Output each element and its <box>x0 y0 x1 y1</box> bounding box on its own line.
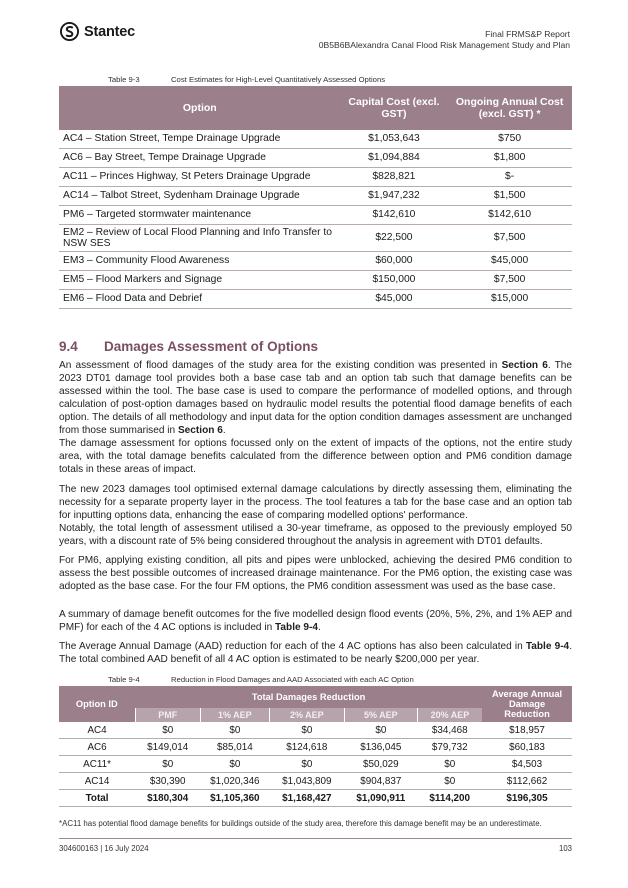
table-row <box>59 773 572 790</box>
annual-cost-cell: $7,500 <box>447 271 572 290</box>
section-reference: Section 6 <box>501 360 548 371</box>
column-header-5pct-aep: 5% AEP <box>344 708 417 722</box>
table-reference: Table 9-4 <box>275 621 319 633</box>
annual-cost-cell: $750 <box>447 130 572 149</box>
table-row <box>59 130 572 149</box>
paragraph: The new 2023 damages tool optimised external damage calculations by directly assessing them, eliminating the necessity for a separate property layer in the process. The tool features a tab for the base case and an option tab for inputting options data, enhancing the ease of comparing modelled options' performance. <box>59 484 572 521</box>
table-row <box>59 168 572 187</box>
table-number: Table 9-4 <box>108 675 140 684</box>
table-row <box>59 206 572 225</box>
aad-cell: $60,183 <box>482 739 572 756</box>
table-row <box>59 225 572 252</box>
paragraph-text: . <box>318 621 321 633</box>
capital-cost-cell: $1,053,643 <box>341 130 448 149</box>
paragraph <box>59 360 572 437</box>
table-row <box>59 187 572 206</box>
value-cell: $904,837 <box>344 773 417 790</box>
annual-cost-cell: $7,500 <box>447 225 572 252</box>
table-row <box>59 722 572 739</box>
footer-divider <box>59 838 572 839</box>
section-heading <box>59 339 318 354</box>
annual-cost-cell: $1,800 <box>447 149 572 168</box>
footer-doc-ref: 304600163 | 16 July 2024 <box>59 844 149 853</box>
brand-name: Stantec <box>84 23 135 40</box>
capital-cost-cell: $142,610 <box>341 206 448 225</box>
value-cell: $0 <box>269 722 344 739</box>
section-title: Damages Assessment of Options <box>104 339 319 354</box>
column-header-option-id: Option ID <box>59 686 135 722</box>
capital-cost-cell: $828,821 <box>341 168 448 187</box>
paragraph-text: A summary of damage benefit outcomes for the five modelled design flood events (20%, 5%, 2%, and 1% AEP and PMF) for each of the 4 AC options is included in <box>59 609 572 633</box>
annual-cost-cell: $- <box>447 168 572 187</box>
value-cell: $136,045 <box>344 739 417 756</box>
capital-cost-cell: $1,094,884 <box>341 149 448 168</box>
option-id-cell: AC14 <box>59 773 135 790</box>
value-cell: $0 <box>135 756 200 773</box>
table-footnote: *AC11 has potential flood damage benefits for buildings outside of the study area, therefore this damage benefit may be an underestimate. <box>59 819 542 828</box>
table-caption-text: Reduction in Flood Damages and AAD Associated with each AC Option <box>171 675 414 684</box>
paragraph-text: The Average Annual Damage (AAD) reduction for each of the 4 AC options has also been calculated in <box>59 641 526 652</box>
total-value-cell: $1,105,360 <box>200 790 269 807</box>
option-cell: PM6 – Targeted stormwater maintenance <box>59 206 341 225</box>
option-cell: AC14 – Talbot Street, Sydenham Drainage Upgrade <box>59 187 341 206</box>
value-cell: $0 <box>344 722 417 739</box>
table-caption-text: Cost Estimates for High-Level Quantitatively Assessed Options <box>171 75 386 84</box>
column-group-total-damages: Total Damages Reduction <box>135 686 482 708</box>
paragraph: For PM6, applying existing condition, all pits and pipes were unblocked, achieving the desired PM6 condition to assess the best possible outcomes of increased drainage maintenance. For the PM6 option, the existing case was adopted as the base case. For the four FM options, the PM6 condition assessment was used as the base case. <box>59 555 572 592</box>
column-header-pmf: PMF <box>135 708 200 722</box>
capital-cost-cell: $60,000 <box>341 252 448 271</box>
option-id-cell: AC11* <box>59 756 135 773</box>
option-cell: AC6 – Bay Street, Tempe Drainage Upgrade <box>59 149 341 168</box>
paragraph: The damage assessment for options focussed only on the extent of impacts of the options, not the entire study area, with the total damage benefits calculated from the difference between option and PM6 condition damage totals in these areas of impact. <box>59 438 572 475</box>
damages-reduction-table <box>59 686 572 807</box>
table-9-4-caption <box>108 675 414 684</box>
table-9-3-caption <box>108 75 385 84</box>
table-row <box>59 149 572 168</box>
option-id-cell: AC4 <box>59 722 135 739</box>
option-cell: EM2 – Review of Local Flood Planning and Info Transfer to NSW SES <box>59 225 341 252</box>
column-header-20pct-aep: 20% AEP <box>417 708 482 722</box>
capital-cost-cell: $22,500 <box>341 225 448 252</box>
paragraph-text: . The total combined AAD benefit of all 4 AC option is estimated to be nearly $200,000 per year. <box>59 641 572 665</box>
value-cell: $149,014 <box>135 739 200 756</box>
total-value-cell: $1,168,427 <box>269 790 344 807</box>
cost-estimates-table <box>59 86 572 309</box>
value-cell: $0 <box>135 722 200 739</box>
annual-cost-cell: $15,000 <box>447 290 572 309</box>
annual-cost-cell: $45,000 <box>447 252 572 271</box>
total-label-cell: Total <box>59 790 135 807</box>
option-cell: AC11 – Princes Highway, St Peters Drainage Upgrade <box>59 168 341 187</box>
column-header-1pct-aep: 1% AEP <box>200 708 269 722</box>
section-number: 9.4 <box>59 339 78 354</box>
report-subtitle: 0B5B6BAlexandra Canal Flood Risk Management Study and Plan <box>318 39 570 50</box>
column-header-option: Option <box>59 86 341 130</box>
paragraph-text: An assessment of flood damages of the study area for the existing condition was presented in <box>59 360 502 371</box>
table-reference: Table 9-4 <box>525 641 570 652</box>
value-cell: $0 <box>417 773 482 790</box>
paragraph <box>59 609 572 635</box>
stantec-logo <box>60 22 135 41</box>
value-cell: $50,029 <box>344 756 417 773</box>
total-value-cell: $114,200 <box>417 790 482 807</box>
column-header-annual-cost: Ongoing Annual Cost (excl. GST) * <box>447 86 572 130</box>
table-row <box>59 739 572 756</box>
total-value-cell: $1,090,911 <box>344 790 417 807</box>
value-cell: $79,732 <box>417 739 482 756</box>
paragraph: Notably, the total length of assessment utilised a 30-year timeframe, as opposed to the previously employed 50 years, with a discount rate of 5% being considered throughout the analysis in agreement with DT01 defaults. <box>59 523 572 547</box>
table-number: Table 9-3 <box>108 75 140 84</box>
option-cell: AC4 – Station Street, Tempe Drainage Upgrade <box>59 130 341 149</box>
value-cell: $34,468 <box>417 722 482 739</box>
value-cell: $85,014 <box>200 739 269 756</box>
value-cell: $0 <box>200 756 269 773</box>
annual-cost-cell: $1,500 <box>447 187 572 206</box>
option-id-cell: AC6 <box>59 739 135 756</box>
capital-cost-cell: $45,000 <box>341 290 448 309</box>
column-header-capital-cost: Capital Cost (excl. GST) <box>341 86 448 130</box>
table-row <box>59 290 572 309</box>
value-cell: $1,020,346 <box>200 773 269 790</box>
aad-cell: $112,662 <box>482 773 572 790</box>
report-header <box>319 29 570 50</box>
table-row <box>59 271 572 290</box>
aad-cell: $18,957 <box>482 722 572 739</box>
value-cell: $0 <box>269 756 344 773</box>
paragraph-text: . The 2023 DT01 damage tool provides both a base case tab and an option tab such that damage benefits can be assessed within the tool. The base case is used to compare the performance of modelled options, and through calculation of post-option damages based on hydraulic model results the potential flood damage benefits of each option. The details of all methodology and input data for the option condition damages assessment are unchanged from those summarised in <box>59 360 572 436</box>
paragraph-text: . <box>222 424 226 436</box>
table-row <box>59 252 572 271</box>
option-cell: EM3 – Community Flood Awareness <box>59 252 341 271</box>
section-reference: Section 6 <box>177 424 223 436</box>
capital-cost-cell: $150,000 <box>341 271 448 290</box>
value-cell: $124,618 <box>269 739 344 756</box>
aad-cell: $4,503 <box>482 756 572 773</box>
table-total-row <box>59 790 572 807</box>
value-cell: $30,390 <box>135 773 200 790</box>
column-header-2pct-aep: 2% AEP <box>269 708 344 722</box>
value-cell: $1,043,809 <box>269 773 344 790</box>
value-cell: $0 <box>200 722 269 739</box>
report-title: Final FRMS&P Report <box>485 29 570 39</box>
table-row <box>59 756 572 773</box>
capital-cost-cell: $1,947,232 <box>341 187 448 206</box>
paragraph <box>59 641 572 667</box>
stantec-logo-icon <box>60 22 79 41</box>
column-header-aad-reduction: Average Annual Damage Reduction <box>482 686 572 722</box>
page-number: 103 <box>558 844 572 853</box>
total-aad-cell: $196,305 <box>482 790 572 807</box>
option-cell: EM5 – Flood Markers and Signage <box>59 271 341 290</box>
option-cell: EM6 – Flood Data and Debrief <box>59 290 341 309</box>
total-value-cell: $180,304 <box>135 790 200 807</box>
annual-cost-cell: $142,610 <box>447 206 572 225</box>
value-cell: $0 <box>417 756 482 773</box>
